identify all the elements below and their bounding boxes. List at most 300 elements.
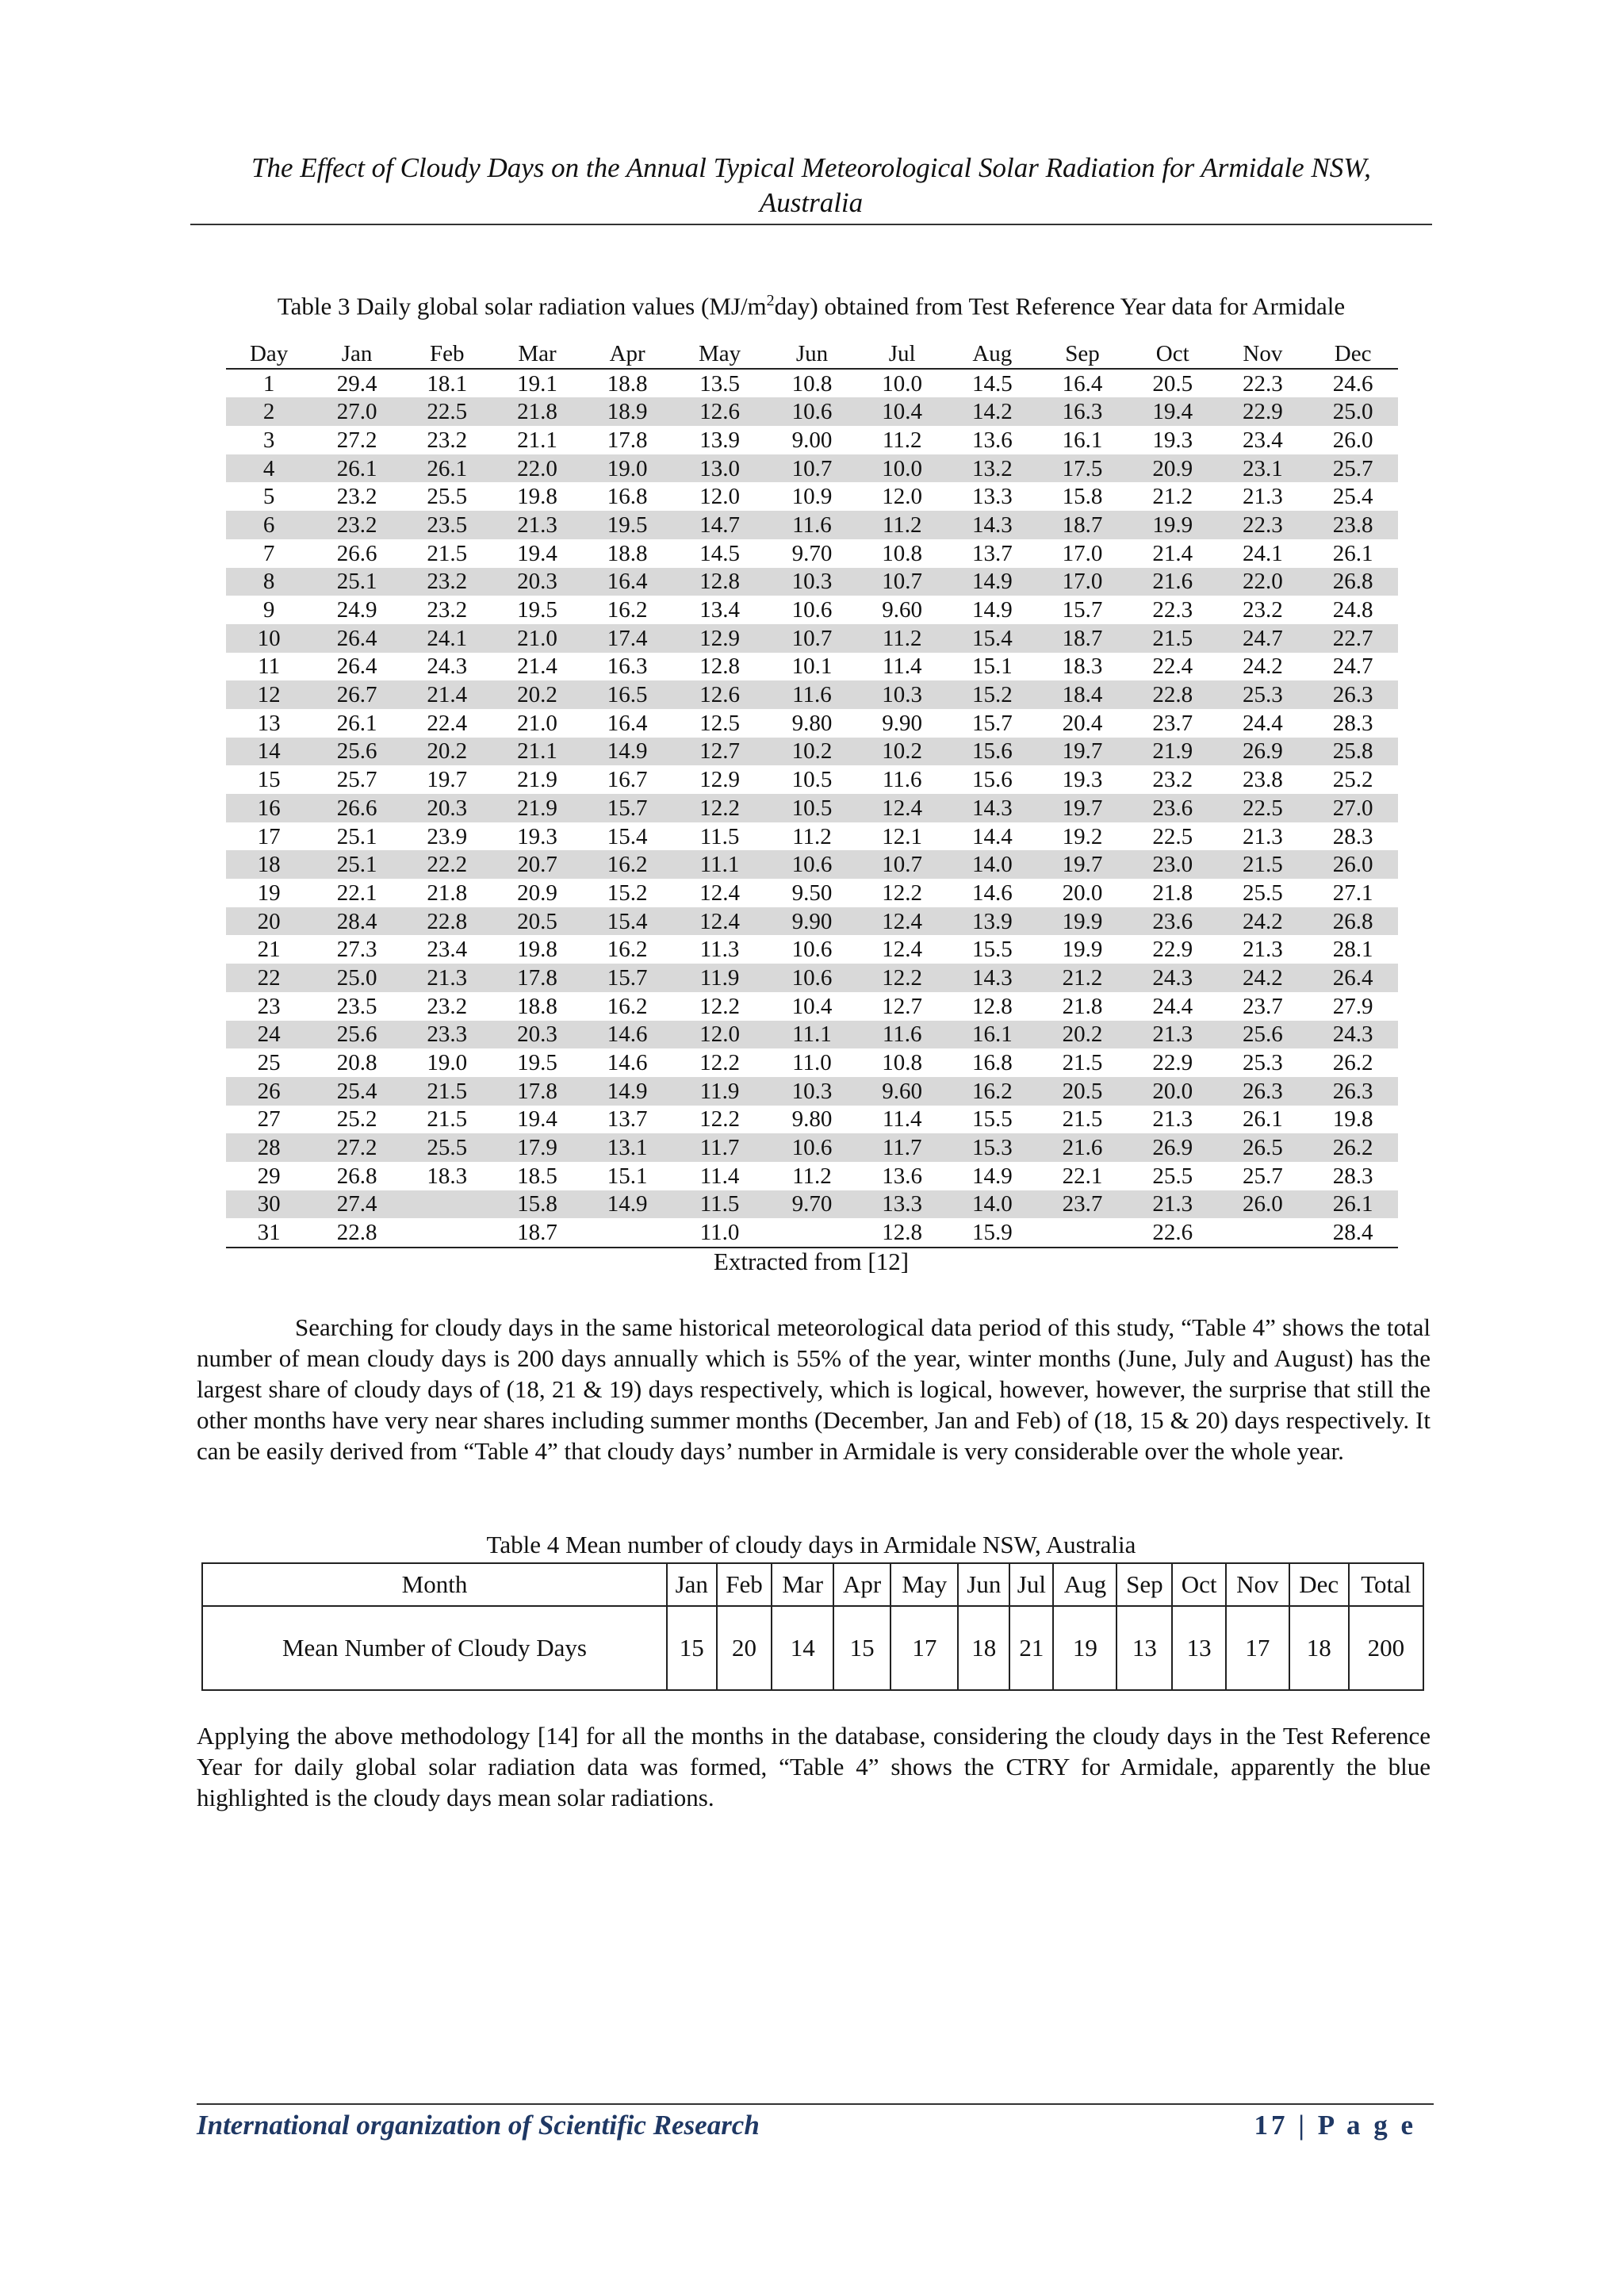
value-cell: 15.6 [948,738,1038,766]
month-header-cell: May [891,1563,958,1606]
value-cell: 9.60 [857,1077,948,1106]
value-cell: 21.2 [1037,964,1128,992]
day-cell: 11 [258,654,281,680]
value-cell: 22.5 [1218,794,1308,822]
value-cell: 14.3 [948,794,1038,822]
solar-radiation-table [226,339,1398,1248]
value-cell: 27.0 [312,397,402,426]
table4-caption: Table 4 Mean number of cloudy days in Armidale NSW, Australia [486,1531,1136,1558]
value-cell: 23.7 [1037,1190,1128,1219]
value-cell: 22.4 [427,710,468,736]
value-cell: 11.2 [882,427,922,453]
month-header-cell: Feb [717,1563,772,1606]
value-cell: 10.6 [767,397,857,426]
value-cell: 21.3 [402,964,492,992]
value-cell: 19.7 [1037,794,1128,822]
month-header-cell: Jul [1009,1563,1053,1606]
value-cell: 12.2 [857,964,948,992]
day-cell: 5 [262,484,275,510]
value-cell: 15.4 [582,907,672,936]
table-row [226,1048,1398,1077]
value-cell: 15.4 [948,624,1038,653]
table3-caption-text-end: day) obtained from Test Reference Year data for Armidale [774,292,1346,320]
value-cell: 21.8 [1152,880,1193,906]
cloudy-days-value-cell: 21 [1009,1606,1053,1690]
table3-caption-text: Table 3 Daily global solar radiation values (MJ/m [277,292,767,320]
value-cell: 12.2 [699,1050,740,1076]
value-cell: 18.8 [607,540,648,566]
value-cell: 9.90 [882,710,923,736]
value-cell: 10.6 [767,964,857,992]
footer-journal: International organization of Scientific Research [197,2110,760,2141]
value-cell: 19.8 [517,937,557,963]
value-cell: 20.3 [492,1021,583,1049]
value-cell: 26.0 [1332,427,1373,453]
value-cell: 14.9 [971,597,1013,623]
month-header-cell: Jun [958,1563,1009,1606]
day-cell: 29 [257,1163,281,1189]
value-cell: 16.4 [607,710,648,736]
value-cell: 19.7 [1037,850,1128,879]
value-cell: 19.5 [517,597,557,623]
value-cell: 10.6 [767,1133,857,1162]
value-cell: 25.8 [1308,738,1398,766]
value-cell: 21.8 [427,880,468,906]
value-cell: 14.9 [582,1077,672,1106]
table-row [226,964,1398,992]
day-cell: 12 [226,680,312,709]
value-cell: 12.7 [672,738,767,766]
value-cell: 25.4 [1332,484,1373,510]
value-cell: 26.0 [1308,850,1398,879]
value-cell: 12.4 [857,907,948,936]
value-cell: 12.2 [699,993,740,1019]
value-cell: 13.0 [672,454,767,483]
value-cell: 11.2 [857,624,948,653]
value-cell: 12.4 [672,907,767,936]
value-cell: 10.9 [791,484,833,510]
value-cell: 13.2 [948,454,1038,483]
month-header-cell: Apr [833,1563,891,1606]
day-cell: 26 [226,1077,312,1106]
value-cell: 20.5 [492,907,583,936]
value-cell: 13.7 [607,1106,648,1133]
value-cell: 23.1 [1218,454,1308,483]
value-cell: 22.3 [1218,511,1308,539]
value-cell: 10.3 [857,680,948,709]
value-cell: 16.4 [1062,370,1103,397]
value-cell: 19.4 [517,540,557,566]
value-cell: 20.3 [492,568,583,596]
value-cell: 19.0 [582,454,672,483]
value-cell: 24.1 [402,624,492,653]
value-cell: 20.5 [1152,370,1193,397]
value-cell: 24.1 [1243,540,1283,566]
column-header: Jan [312,339,402,369]
value-cell: 25.2 [336,1106,377,1133]
value-cell: 21.1 [492,738,583,766]
value-cell: 23.6 [1128,907,1218,936]
value-cell: 23.7 [1152,710,1193,736]
value-cell: 12.9 [672,624,767,653]
value-cell: 19.7 [1037,738,1128,766]
value-cell: 25.1 [312,850,402,879]
value-cell: 15.7 [971,710,1013,736]
month-header-cell: Oct [1172,1563,1225,1606]
value-cell: 22.8 [312,1218,402,1248]
table-row [226,482,1398,511]
value-cell: 23.2 [1152,767,1193,793]
table-row [226,653,1398,681]
value-cell: 27.4 [312,1190,402,1219]
value-cell: 25.6 [312,738,402,766]
column-header: Jun [767,339,857,369]
value-cell: 10.8 [882,540,923,566]
value-cell: 25.7 [336,767,377,793]
value-cell: 26.8 [1308,907,1398,936]
value-cell: 10.7 [767,454,857,483]
day-cell: 20 [226,907,312,936]
value-cell: 18.7 [492,1218,583,1248]
value-cell: 15.7 [1062,597,1103,623]
value-cell [767,1218,857,1248]
day-cell: 2 [226,397,312,426]
value-cell: 21.0 [492,624,583,653]
day-cell: 18 [226,850,312,879]
value-cell: 15.1 [971,654,1013,680]
table-row [226,709,1398,738]
value-cell: 10.3 [767,1077,857,1106]
value-cell: 16.2 [582,850,672,879]
value-cell: 10.3 [767,568,857,596]
value-cell: 15.2 [948,680,1038,709]
value-cell: 25.2 [1332,767,1373,793]
value-cell: 13.3 [857,1190,948,1219]
value-cell: 22.5 [402,397,492,426]
column-header: May [672,339,767,369]
value-cell: 11.0 [672,1218,767,1248]
column-header: Jul [857,339,948,369]
value-cell: 25.5 [1243,880,1283,906]
value-cell: 22.7 [1308,624,1398,653]
table-row [226,992,1398,1021]
value-cell: 20.9 [517,880,557,906]
value-cell: 14.6 [607,1050,648,1076]
value-cell: 18.3 [427,1163,468,1189]
cloudy-days-value-cell: 15 [667,1606,717,1690]
value-cell: 11.0 [792,1050,832,1076]
value-cell: 10.6 [791,597,833,623]
value-cell: 20.8 [336,1050,377,1076]
value-cell: 21.5 [402,1077,492,1106]
day-cell: 13 [257,710,281,736]
value-cell: 19.1 [517,370,557,397]
value-cell: 16.7 [607,767,648,793]
value-cell: 16.4 [582,568,672,596]
value-cell: 16.3 [1037,397,1128,426]
cloudy-days-table [201,1562,1424,1691]
month-header-cell: Month [202,1563,667,1606]
value-cell: 26.1 [1243,1106,1283,1133]
cloudy-days-value-cell: 18 [958,1606,1009,1690]
value-cell [1037,1218,1128,1248]
day-cell: 27 [257,1106,281,1133]
value-cell: 21.2 [1152,484,1193,510]
value-cell: 26.2 [1332,1050,1373,1076]
value-cell: 26.1 [402,454,492,483]
value-cell: 15.8 [492,1190,583,1219]
value-cell: 11.4 [882,1106,922,1133]
value-cell: 14.3 [948,511,1038,539]
table-row [226,879,1398,907]
value-cell: 12.4 [857,794,948,822]
value-cell: 15.2 [607,880,648,906]
table-row [226,539,1398,568]
value-cell: 12.0 [699,484,740,510]
table-row [226,426,1398,454]
value-cell: 20.4 [1062,710,1103,736]
value-cell: 21.3 [1243,937,1283,963]
value-cell: 11.5 [699,823,740,849]
table3-caption [190,292,1432,320]
day-cell: 8 [226,568,312,596]
table-row [226,369,1398,398]
value-cell: 13.5 [699,370,740,397]
value-cell: 20.2 [492,680,583,709]
value-cell: 25.7 [1243,1163,1283,1189]
value-cell: 19.8 [1332,1106,1373,1133]
value-cell: 11.9 [672,964,767,992]
value-cell: 27.2 [336,427,377,453]
value-cell: 26.4 [336,654,377,680]
day-cell: 17 [257,823,281,849]
value-cell: 16.3 [607,654,648,680]
value-cell: 26.6 [336,540,377,566]
month-header-cell: Dec [1289,1563,1349,1606]
value-cell: 10.0 [882,370,923,397]
table3-source: Extracted from [12] [713,1248,910,1275]
value-cell: 9.90 [767,907,857,936]
day-cell: 1 [262,370,275,397]
table-row [226,1021,1398,1049]
value-cell: 16.2 [607,597,648,623]
value-cell: 15.4 [607,823,648,849]
value-cell: 26.6 [312,794,402,822]
value-cell: 23.7 [1243,993,1283,1019]
value-cell: 15.7 [582,794,672,822]
value-cell: 19.3 [517,823,557,849]
value-cell: 10.5 [767,794,857,822]
value-cell: 21.3 [1243,823,1283,849]
value-cell: 14.9 [948,568,1038,596]
table-row [226,624,1398,653]
value-cell: 13.4 [699,597,740,623]
value-cell: 26.3 [1218,1077,1308,1106]
value-cell: 24.4 [1152,993,1193,1019]
value-cell: 14.0 [948,850,1038,879]
value-cell: 23.6 [1128,794,1218,822]
value-cell: 16.1 [948,1021,1038,1049]
value-cell: 23.2 [427,597,468,623]
table-row [226,680,1398,709]
value-cell: 25.7 [1308,454,1398,483]
value-cell: 12.8 [672,568,767,596]
value-cell: 13.7 [971,540,1013,566]
body-paragraph-methodology: Applying the above methodology [14] for all the months in the database, considering the cloudy days in the Test Reference Year for daily global solar radiation data was formed, “Table 4” shows the CTRY for Armidale, apparently the blue highlighted is the cloudy days mean solar radiations. [197,1722,1431,1811]
table-row [226,850,1398,879]
value-cell: 19.7 [427,767,468,793]
table-header-row [226,339,1398,369]
column-header: Oct [1128,339,1218,369]
value-cell: 15.1 [607,1163,648,1189]
value-cell: 22.5 [1152,823,1193,849]
table-row [226,1162,1398,1190]
value-cell: 20.7 [492,850,583,879]
day-cell: 22 [226,964,312,992]
table-row [226,454,1398,483]
value-cell: 10.5 [791,767,833,793]
value-cell: 21.3 [1128,1190,1218,1219]
value-cell: 12.8 [971,993,1013,1019]
value-cell: 21.9 [517,767,557,793]
value-cell: 24.7 [1218,624,1308,653]
table-row [226,907,1398,936]
value-cell: 11.7 [857,1133,948,1162]
column-header: Apr [582,339,672,369]
value-cell: 19.9 [1062,937,1103,963]
value-cell: 21.5 [1218,850,1308,879]
cloudy-days-value-cell: 15 [833,1606,891,1690]
value-cell: 22.9 [1152,937,1193,963]
month-header-cell: Sep [1116,1563,1172,1606]
value-cell: 17.8 [607,427,648,453]
value-cell: 17.8 [492,964,583,992]
value-cell: 14.7 [672,511,767,539]
value-cell: 26.8 [336,1163,377,1189]
value-cell: 18.9 [582,397,672,426]
value-cell: 13.9 [699,427,740,453]
value-cell: 17.0 [1037,568,1128,596]
value-cell: 9.50 [791,880,833,906]
value-cell: 20.3 [402,794,492,822]
day-cell: 25 [257,1050,281,1076]
value-cell: 21.3 [1128,1021,1218,1049]
cloudy-days-value-cell: 17 [1226,1606,1289,1690]
value-cell: 24.2 [1243,654,1283,680]
value-cell: 25.3 [1243,1050,1283,1076]
value-cell: 27.9 [1332,993,1373,1019]
value-cell: 24.3 [1128,964,1218,992]
value-cell: 26.5 [1218,1133,1308,1162]
value-cell: 12.2 [672,794,767,822]
value-cell: 10.6 [791,937,833,963]
value-cell: 23.2 [427,427,468,453]
value-cell: 11.4 [699,1163,740,1189]
value-cell: 10.6 [767,850,857,879]
value-cell: 10.7 [767,624,857,653]
value-cell: 17.5 [1037,454,1128,483]
value-cell: 24.9 [336,597,377,623]
value-cell: 10.4 [857,397,948,426]
table-row [226,1077,1398,1106]
day-cell: 10 [226,624,312,653]
day-cell: 24 [226,1021,312,1049]
value-cell: 12.5 [699,710,740,736]
value-cell: 13.1 [582,1133,672,1162]
value-cell: 21.9 [492,794,583,822]
body-paragraph-cloudy-days: Searching for cloudy days in the same historical meteorological data period of this study, “Table 4” shows the total number of mean cloudy days is 200 days annually which is 55% of the year, winter months (June, July and August) has the largest share of cloudy days of (18, 21 & 19) days respectively, which is logical, however, however, the surprise that still the other months have very near shares including summer months (December, Jan and Feb) of (18, 15 & 20) days respectively. It can be easily derived from “Table 4” that cloudy days’ number in Armidale is very considerable over the whole year. [197,1313,1431,1465]
value-cell: 14.5 [971,370,1013,397]
value-cell: 10.8 [882,1050,923,1076]
value-cell: 22.2 [402,850,492,879]
value-cell: 24.3 [427,654,468,680]
value-cell: 19.5 [517,1050,557,1076]
value-cell: 27.3 [336,937,377,963]
value-cell: 26.1 [312,454,402,483]
day-cell: 16 [226,794,312,822]
value-cell: 22.0 [492,454,583,483]
value-cell: 18.5 [517,1163,557,1189]
value-cell: 21.4 [517,654,557,680]
table-row [226,794,1398,822]
header-line-2: Australia [759,187,864,218]
table-row [226,935,1398,964]
value-cell: 15.8 [1062,484,1103,510]
value-cell: 14.4 [971,823,1013,849]
value-cell: 23.2 [1243,597,1283,623]
value-cell: 27.1 [1332,880,1373,906]
value-cell: 26.1 [336,710,377,736]
day-cell: 7 [262,540,275,566]
value-cell: 27.0 [1308,794,1398,822]
cloudy-days-value-cell: 13 [1116,1606,1172,1690]
value-cell: 9.60 [882,597,923,623]
table-row [226,1190,1398,1219]
table-row [226,1218,1398,1248]
value-cell: 23.2 [336,484,377,510]
value-cell: 18.1 [427,370,468,397]
value-cell: 25.3 [1218,680,1308,709]
value-cell: 11.2 [792,823,832,849]
value-cell: 11.7 [672,1133,767,1162]
value-cell: 11.6 [857,1021,948,1049]
value-cell: 13.6 [882,1163,923,1189]
value-cell: 26.1 [1308,1190,1398,1219]
value-cell: 17.0 [1062,540,1103,566]
cloudy-days-value-cell: 200 [1349,1606,1423,1690]
value-cell: 21.5 [1128,624,1218,653]
value-cell: 19.3 [1062,767,1103,793]
value-cell: 11.2 [792,1163,832,1189]
value-cell: 25.1 [336,823,377,849]
value-cell: 23.2 [402,568,492,596]
day-cell: 28 [226,1133,312,1162]
table3-caption-superscript: 2 [766,292,775,309]
value-cell: 12.4 [882,937,923,963]
value-cell: 17.4 [582,624,672,653]
value-cell: 17.9 [492,1133,583,1162]
value-cell: 21.3 [1152,1106,1193,1133]
cloudy-days-value-cell: 14 [772,1606,833,1690]
value-cell: 20.0 [1128,1077,1218,1106]
value-cell: 24.2 [1218,964,1308,992]
month-header-cell: Mar [772,1563,833,1606]
value-cell: 12.1 [882,823,923,849]
day-cell: 23 [257,993,281,1019]
value-cell: 12.2 [699,1106,740,1133]
value-cell: 22.8 [402,907,492,936]
value-cell: 26.3 [1308,680,1398,709]
